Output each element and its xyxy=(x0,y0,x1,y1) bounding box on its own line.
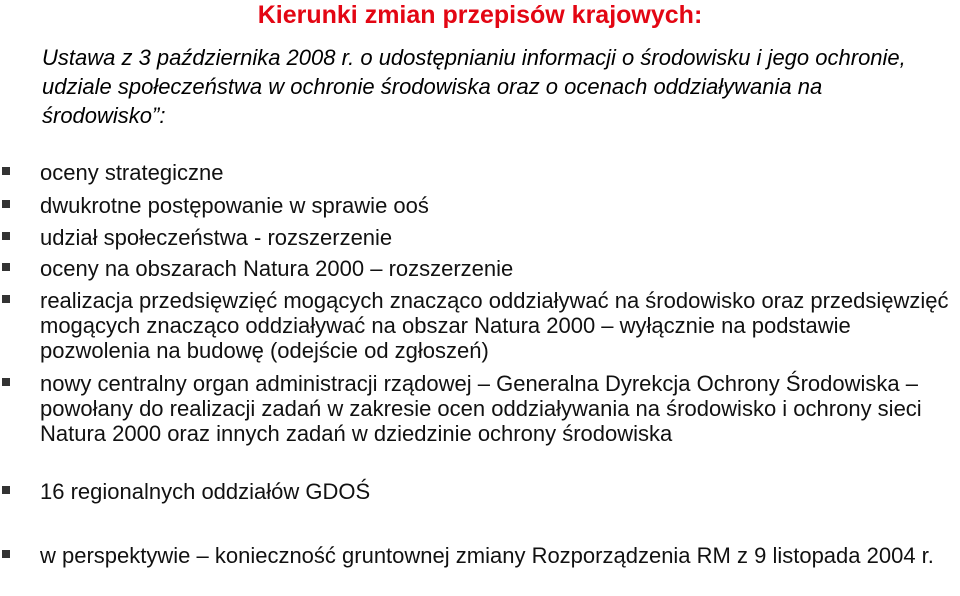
bullet-text: udział społeczeństwa - rozszerzenie xyxy=(40,225,393,250)
bullet-item xyxy=(40,225,955,250)
bullet-text: oceny strategiczne xyxy=(40,160,224,185)
bullet-text: w perspektywie – konieczność gruntownej zmiany Rozporządzenia RM z 9 listopada 2004 r. xyxy=(40,543,934,568)
bullet-text: dwukrotne postępowanie w sprawie ooś xyxy=(40,193,429,218)
bullet-item xyxy=(40,160,955,185)
bullet-item xyxy=(40,193,955,218)
bullet-item xyxy=(40,543,955,568)
bullet-item xyxy=(40,371,955,446)
bullet-text: nowy centralny organ administracji rządowej – Generalna Dyrekcja Ochrony Środowiska – powołany do realizacji zadań w zakresie ocen oddziaływania na środowisko i ochrony sieci Natura 2000 oraz innych zadań w dziedzinie ochrony środowiska xyxy=(40,371,922,446)
bullet-text: 16 regionalnych oddziałów GDOŚ xyxy=(40,479,371,504)
square-bullet-icon xyxy=(2,167,10,175)
intro-text: Ustawa z 3 października 2008 r. o udostępnianiu informacji o środowisku i jego ochronie, udziale społeczeństwa w ochronie środowiska oraz o ocenach oddziaływania na środowisko”: xyxy=(42,45,906,128)
square-bullet-icon xyxy=(2,295,10,303)
square-bullet-icon xyxy=(2,232,10,240)
bullet-text: realizacja przedsięwzięć mogących znacząco oddziaływać na środowisko oraz przedsięwzięć mogących znacząco oddziaływać na obszar Natura 2000 – wyłącznie na podstawie pozwolenia na budowę (odejście od zgłoszeń) xyxy=(40,288,949,363)
square-bullet-icon xyxy=(2,550,10,558)
square-bullet-icon xyxy=(2,263,10,271)
bullet-text: oceny na obszarach Natura 2000 – rozszerzenie xyxy=(40,256,514,281)
bullet-item xyxy=(40,288,955,363)
square-bullet-icon xyxy=(2,200,10,208)
square-bullet-icon xyxy=(2,378,10,386)
bullet-item xyxy=(40,479,955,504)
bullet-item xyxy=(40,256,955,281)
square-bullet-icon xyxy=(2,486,10,494)
slide-title: Kierunki zmian przepisów krajowych: xyxy=(257,1,703,29)
